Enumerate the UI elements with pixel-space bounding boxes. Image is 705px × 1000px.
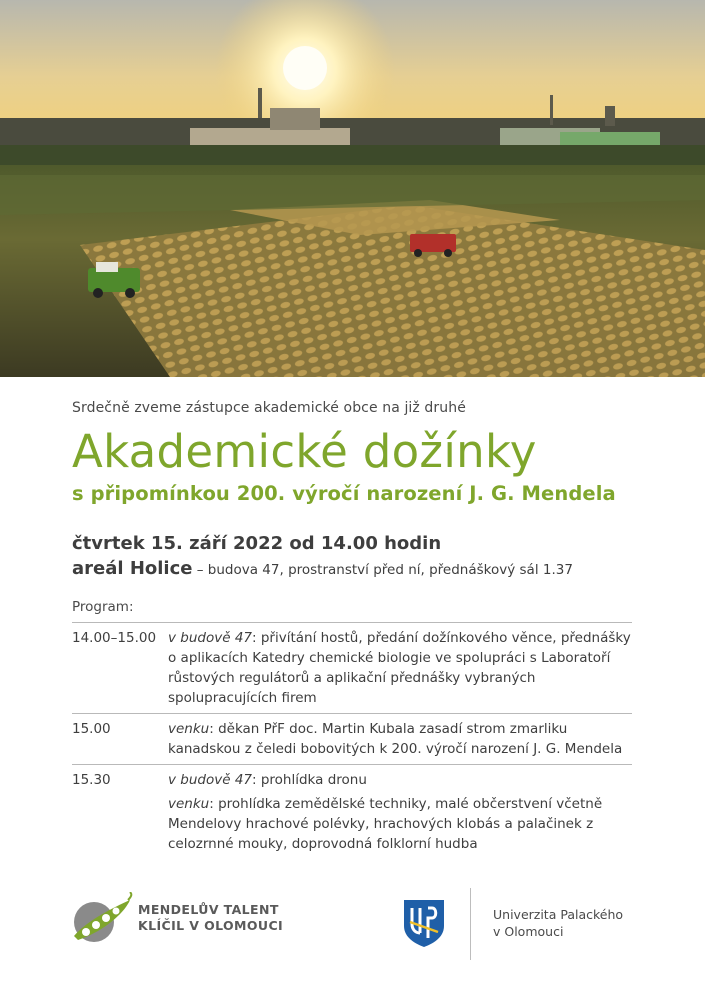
program-place: v budově 47 <box>168 630 252 646</box>
program-description <box>168 770 632 854</box>
program-text: : přivítání hostů, předání dožínkového věnce, přednášky o aplikacích Katedry chemické biologie ve spolupráci s Laboratoří růstových regulátorů a aplikační přednášky vybraných spolupracujících firem <box>168 630 631 706</box>
up-shield-icon <box>402 898 446 952</box>
program-text: : děkan PřF doc. Martin Kubala zasadí strom zmarliku kanadskou z čeledi bobovitých k 200. výročí narození J. G. Mendela <box>168 721 623 757</box>
program-time: 15.30 <box>72 772 111 788</box>
location-place: areál Holice <box>72 558 193 579</box>
mendel-line-1: MENDELŮV TALENT <box>138 902 279 917</box>
program-row <box>72 622 632 713</box>
logo-divider <box>470 888 471 960</box>
mendel-line-2: KLÍČIL V OLOMOUCI <box>138 918 284 933</box>
program-place: v budově 47 <box>168 772 252 788</box>
program-list <box>72 622 632 859</box>
program-row <box>72 764 632 859</box>
footer-logos <box>0 880 705 970</box>
program-label: Program: <box>72 599 134 615</box>
field-sunset-photo <box>0 0 705 377</box>
location-details: – budova 47, prostranství před ní, přednáškový sál 1.37 <box>192 562 573 578</box>
mendel-talent-logo <box>72 892 292 952</box>
program-time: 15.00 <box>72 721 111 737</box>
program-description <box>168 628 632 708</box>
intro-text: Srdečně zveme zástupce akademické obce na již druhé <box>72 400 466 416</box>
event-location <box>72 558 692 579</box>
up-name <box>493 906 623 940</box>
mendel-talent-text <box>138 902 283 934</box>
invitation-content <box>72 400 692 859</box>
program-row <box>72 713 632 764</box>
pea-pod-icon <box>72 892 134 948</box>
program-time: 14.00–15.00 <box>72 630 157 646</box>
program-text: : prohlídka dronu <box>252 772 367 788</box>
hero-photo <box>0 0 705 377</box>
event-date: čtvrtek 15. září 2022 od 14.00 hodin <box>72 533 442 554</box>
subtitle: s připomínkou 200. výročí narození J. G. Mendela <box>72 482 616 505</box>
up-line-2: v Olomouci <box>493 924 564 939</box>
program-description <box>168 719 632 759</box>
page-title: Akademické dožínky <box>72 425 537 478</box>
up-line-1: Univerzita Palackého <box>493 907 624 922</box>
program-place: venku <box>168 721 210 737</box>
program-text: : prohlídka zemědělské techniky, malé občerstvení včetně Mendelovy hrachové polévky, hrachových klobás a palačinek z celozrnné mouky, doprovodná folklorní hudba <box>168 796 603 852</box>
program-place: venku <box>168 796 210 812</box>
